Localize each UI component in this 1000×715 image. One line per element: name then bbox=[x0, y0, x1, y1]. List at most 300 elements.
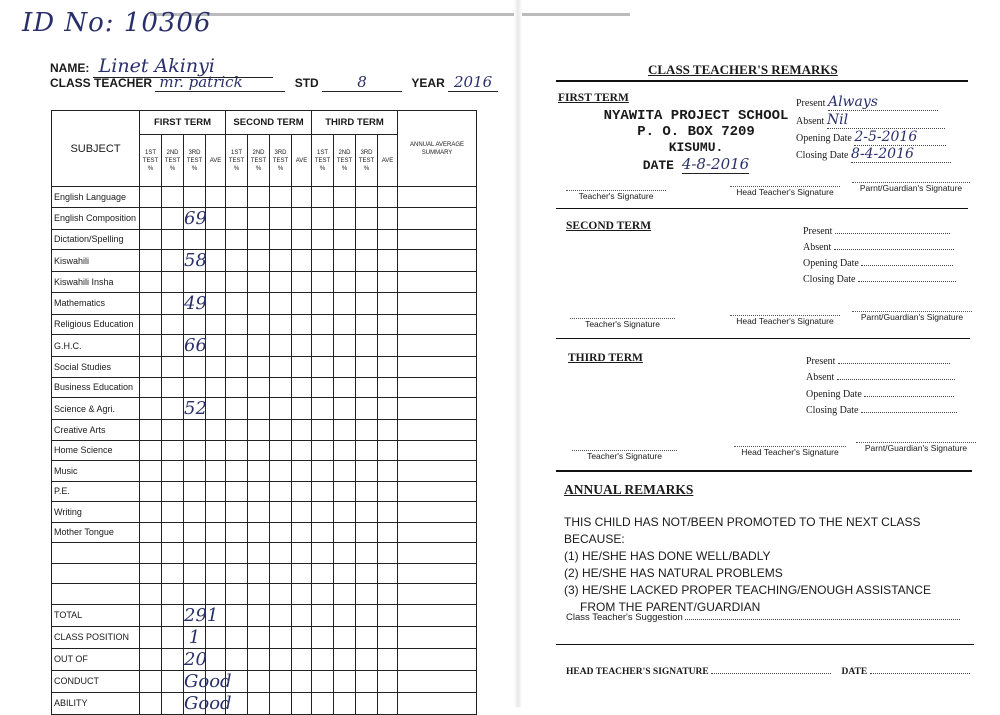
grade-cell bbox=[312, 563, 334, 584]
first-absent-row bbox=[796, 112, 945, 129]
grade-cell bbox=[356, 502, 378, 523]
table-row bbox=[52, 207, 477, 229]
grade-cell bbox=[292, 626, 312, 648]
grade-cell bbox=[140, 420, 162, 441]
grade-cell bbox=[226, 398, 248, 420]
grade-cell bbox=[356, 398, 378, 420]
third-closing-label: Closing Date bbox=[806, 405, 859, 416]
grade-cell bbox=[356, 522, 378, 543]
first-term-3rd-test-mark: 20 bbox=[184, 648, 207, 670]
term-1-col-4-header: AVE bbox=[206, 135, 226, 187]
grade-cell bbox=[312, 357, 334, 378]
grade-cell bbox=[162, 522, 184, 543]
grade-cell bbox=[312, 461, 334, 482]
grade-cell bbox=[140, 187, 162, 208]
first-parent-signature: Parnt/Guardian's Signature bbox=[852, 182, 970, 193]
annual-reason-2: (2) HE/SHE HAS NATURAL PROBLEMS bbox=[564, 566, 783, 580]
grade-cell bbox=[356, 692, 378, 714]
first-term-3rd-test-mark bbox=[184, 357, 206, 378]
std-label: STD bbox=[294, 76, 319, 90]
second-teacher-signature: Teacher's Signature bbox=[570, 318, 675, 329]
term-3-col-1-header: 1ST TEST % bbox=[312, 135, 334, 187]
grade-cell bbox=[378, 604, 398, 626]
grade-cell bbox=[270, 584, 292, 605]
annual-reason-3-cont: FROM THE PARENT/GUARDIAN bbox=[580, 600, 761, 614]
grade-cell bbox=[162, 250, 184, 272]
third-closing-row bbox=[806, 405, 957, 416]
first-term-3rd-test-mark: 1 bbox=[184, 626, 206, 648]
grade-cell bbox=[292, 670, 312, 692]
grade-cell bbox=[270, 502, 292, 523]
grade-cell bbox=[226, 502, 248, 523]
grade-cell bbox=[356, 626, 378, 648]
grade-cell bbox=[378, 398, 398, 420]
grade-cell bbox=[356, 584, 378, 605]
first-term-3rd-test-mark bbox=[184, 272, 206, 293]
grade-cell bbox=[162, 481, 184, 502]
stamp-date-value: 4-8-2016 bbox=[681, 155, 750, 173]
grade-cell bbox=[312, 648, 334, 670]
grade-cell bbox=[398, 272, 477, 293]
grade-cell bbox=[356, 377, 378, 398]
grade-cell bbox=[270, 563, 292, 584]
grade-cell bbox=[162, 461, 184, 482]
grade-cell bbox=[292, 292, 312, 314]
subject-name: G.H.C. bbox=[52, 335, 140, 357]
grade-cell bbox=[356, 670, 378, 692]
grade-cell bbox=[162, 502, 184, 523]
grade-cell bbox=[248, 398, 270, 420]
grade-cell bbox=[292, 398, 312, 420]
third-closing-value bbox=[861, 412, 957, 413]
grade-cell bbox=[206, 335, 226, 357]
grade-cell bbox=[334, 543, 356, 564]
grade-cell bbox=[378, 543, 398, 564]
third-present-row bbox=[806, 356, 950, 367]
first-term-3rd-test-mark: 52 bbox=[184, 398, 207, 419]
grade-cell bbox=[356, 314, 378, 335]
grade-cell bbox=[206, 626, 226, 648]
first-term-3rd-test-mark: Good bbox=[184, 670, 232, 692]
grade-cell bbox=[378, 292, 398, 314]
class-teacher-name: mr. patrick bbox=[155, 73, 285, 92]
grade-cell bbox=[312, 670, 334, 692]
grade-cell bbox=[334, 398, 356, 420]
grade-cell bbox=[356, 481, 378, 502]
first-term-3rd-test-mark: 58 bbox=[184, 250, 207, 271]
table-row bbox=[52, 604, 477, 626]
grade-cell bbox=[398, 481, 477, 502]
subject-name bbox=[52, 584, 140, 605]
head-signature-row bbox=[566, 667, 970, 677]
term-2-col-3-header: 3RD TEST % bbox=[270, 135, 292, 187]
term-1-col-2-header: 2ND TEST % bbox=[162, 135, 184, 187]
grade-cell bbox=[248, 522, 270, 543]
grade-cell bbox=[312, 440, 334, 461]
grade-cell bbox=[226, 626, 248, 648]
grade-cell bbox=[270, 670, 292, 692]
grade-cell bbox=[356, 335, 378, 357]
grade-cell bbox=[270, 692, 292, 714]
grade-cell bbox=[398, 377, 477, 398]
grade-cell bbox=[334, 314, 356, 335]
grade-cell bbox=[206, 440, 226, 461]
grade-cell bbox=[140, 522, 162, 543]
grade-cell bbox=[270, 461, 292, 482]
grade-cell bbox=[378, 187, 398, 208]
first-term-3rd-test-mark bbox=[184, 502, 206, 523]
grade-cell bbox=[162, 604, 184, 626]
grade-cell bbox=[292, 335, 312, 357]
subject-name: ABILITY bbox=[52, 692, 140, 714]
first-term-3rd-test-mark bbox=[184, 187, 206, 208]
grade-cell bbox=[312, 543, 334, 564]
grade-cell bbox=[356, 461, 378, 482]
grade-cell bbox=[378, 420, 398, 441]
grade-cell bbox=[334, 207, 356, 229]
grade-cell bbox=[206, 584, 226, 605]
grade-cell bbox=[140, 692, 162, 714]
subject-name: Religious Education bbox=[52, 314, 140, 335]
grade-cell bbox=[248, 292, 270, 314]
grade-cell bbox=[206, 377, 226, 398]
first-absent-value: Nil bbox=[827, 112, 945, 129]
grade-cell bbox=[270, 357, 292, 378]
grade-cell bbox=[398, 420, 477, 441]
grade-cell bbox=[356, 292, 378, 314]
table-row bbox=[52, 563, 477, 584]
subject-name: Dictation/Spelling bbox=[52, 229, 140, 250]
grade-cell bbox=[206, 250, 226, 272]
grade-cell bbox=[398, 229, 477, 250]
grade-cell bbox=[226, 461, 248, 482]
grade-cell bbox=[398, 502, 477, 523]
grade-cell bbox=[248, 187, 270, 208]
grade-cell bbox=[334, 502, 356, 523]
grade-cell bbox=[226, 229, 248, 250]
second-opening-label: Opening Date bbox=[803, 258, 859, 269]
subject-name: Science & Agri. bbox=[52, 398, 140, 420]
grade-cell bbox=[270, 543, 292, 564]
grade-cell bbox=[270, 398, 292, 420]
grade-cell bbox=[398, 543, 477, 564]
subject-name: Writing bbox=[52, 502, 140, 523]
grade-cell bbox=[292, 584, 312, 605]
grade-cell bbox=[292, 420, 312, 441]
third-absent-row bbox=[806, 372, 955, 383]
table-row bbox=[52, 398, 477, 420]
grade-cell bbox=[226, 314, 248, 335]
grade-cell bbox=[398, 648, 477, 670]
grade-cell bbox=[226, 543, 248, 564]
grade-cell bbox=[226, 335, 248, 357]
annual-average-header: ANNUAL AVERAGE SUMMARY bbox=[398, 111, 477, 187]
grade-cell bbox=[398, 522, 477, 543]
grade-cell bbox=[140, 543, 162, 564]
grade-cell bbox=[140, 563, 162, 584]
grade-cell bbox=[206, 292, 226, 314]
table-row bbox=[52, 335, 477, 357]
subject-name: P.E. bbox=[52, 481, 140, 502]
grade-cell bbox=[356, 604, 378, 626]
grade-cell bbox=[356, 229, 378, 250]
grade-cell bbox=[248, 335, 270, 357]
grade-cell bbox=[206, 398, 226, 420]
table-row bbox=[52, 272, 477, 293]
title-rule bbox=[556, 80, 968, 82]
second-term-rule bbox=[556, 338, 970, 339]
grade-cell bbox=[140, 481, 162, 502]
first-term-3rd-test-mark bbox=[184, 461, 206, 482]
first-term-3rd-test-mark: 66 bbox=[184, 335, 207, 356]
grade-cell bbox=[334, 229, 356, 250]
grade-cell bbox=[248, 481, 270, 502]
first-teacher-signature: Teacher's Signature bbox=[566, 190, 666, 201]
grade-cell bbox=[356, 543, 378, 564]
grade-cell bbox=[334, 481, 356, 502]
third-present-value bbox=[838, 363, 950, 364]
grade-cell bbox=[312, 481, 334, 502]
second-present-label: Present bbox=[803, 226, 833, 237]
second-head-signature: Head Teacher's Signature bbox=[730, 315, 840, 326]
second-closing-value bbox=[858, 281, 956, 282]
stamp-box: P. O. BOX 7209 bbox=[637, 124, 755, 140]
grade-cell bbox=[140, 377, 162, 398]
grade-cell bbox=[162, 357, 184, 378]
grade-cell bbox=[312, 502, 334, 523]
first-present-row bbox=[796, 94, 938, 111]
grade-cell bbox=[292, 357, 312, 378]
grade-cell bbox=[226, 377, 248, 398]
subject-name: CONDUCT bbox=[52, 670, 140, 692]
grade-cell bbox=[206, 229, 226, 250]
table-row bbox=[52, 377, 477, 398]
annual-intro: THIS CHILD HAS NOT/BEEN PROMOTED TO THE NEXT CLASS BECAUSE: bbox=[564, 515, 921, 546]
grade-cell bbox=[270, 250, 292, 272]
grade-cell bbox=[378, 335, 398, 357]
grade-cell bbox=[140, 335, 162, 357]
annual-remarks-body bbox=[564, 514, 976, 616]
grade-cell bbox=[248, 420, 270, 441]
grade-cell bbox=[356, 440, 378, 461]
grade-cell bbox=[206, 502, 226, 523]
grade-cell bbox=[270, 440, 292, 461]
grade-cell bbox=[398, 314, 477, 335]
grade-cell bbox=[292, 229, 312, 250]
grade-cell bbox=[162, 584, 184, 605]
grade-cell bbox=[312, 335, 334, 357]
grade-cell bbox=[226, 481, 248, 502]
grade-cell bbox=[270, 420, 292, 441]
grade-cell bbox=[312, 398, 334, 420]
grade-cell bbox=[226, 272, 248, 293]
grade-cell bbox=[206, 461, 226, 482]
grade-cell bbox=[206, 207, 226, 229]
grade-cell bbox=[334, 522, 356, 543]
grade-cell bbox=[334, 563, 356, 584]
grade-cell bbox=[248, 604, 270, 626]
grade-cell bbox=[206, 272, 226, 293]
grade-cell bbox=[206, 357, 226, 378]
grade-cell bbox=[248, 584, 270, 605]
table-row bbox=[52, 187, 477, 208]
grade-cell bbox=[334, 692, 356, 714]
grade-cell bbox=[226, 207, 248, 229]
subject-name: OUT OF bbox=[52, 648, 140, 670]
grade-cell bbox=[378, 272, 398, 293]
first-term-3rd-test-mark bbox=[184, 229, 206, 250]
subject-header: SUBJECT bbox=[52, 111, 140, 187]
subject-name bbox=[52, 543, 140, 564]
grade-cell bbox=[292, 604, 312, 626]
grade-cell bbox=[292, 250, 312, 272]
first-term-3rd-test-mark bbox=[184, 314, 206, 335]
first-term-3rd-test-mark: 49 bbox=[184, 292, 207, 314]
subject-name: TOTAL bbox=[52, 604, 140, 626]
grade-cell bbox=[248, 229, 270, 250]
grade-cell bbox=[312, 187, 334, 208]
grade-cell bbox=[356, 648, 378, 670]
grade-cell bbox=[162, 335, 184, 357]
grade-cell bbox=[334, 604, 356, 626]
subject-name: Mother Tongue bbox=[52, 522, 140, 543]
std-value: 8 bbox=[322, 73, 402, 92]
grade-cell bbox=[162, 563, 184, 584]
grade-cell bbox=[292, 543, 312, 564]
second-closing-row bbox=[803, 274, 956, 285]
grade-cell bbox=[334, 250, 356, 272]
grade-cell bbox=[312, 584, 334, 605]
term-3-col-3-header: 3RD TEST % bbox=[356, 135, 378, 187]
second-opening-value bbox=[861, 265, 953, 266]
annual-date-value bbox=[870, 673, 970, 674]
head-signature-label: HEAD TEACHER'S SIGNATURE bbox=[566, 667, 709, 677]
grade-cell bbox=[270, 207, 292, 229]
table-row bbox=[52, 522, 477, 543]
grade-cell bbox=[378, 481, 398, 502]
third-parent-signature: Parnt/Guardian's Signature bbox=[856, 442, 976, 453]
grade-cell bbox=[162, 207, 184, 229]
term-2-col-4-header: AVE bbox=[292, 135, 312, 187]
grade-cell bbox=[226, 250, 248, 272]
grade-cell bbox=[378, 626, 398, 648]
grade-cell bbox=[398, 207, 477, 229]
term-3-col-4-header: AVE bbox=[378, 135, 398, 187]
first-closing-row bbox=[796, 146, 951, 163]
table-row bbox=[52, 250, 477, 272]
second-absent-value bbox=[834, 249, 954, 250]
stamp-school-name: NYAWITA PROJECT SCHOOL bbox=[603, 108, 789, 124]
term-3-col-2-header: 2ND TEST % bbox=[334, 135, 356, 187]
grade-cell bbox=[292, 377, 312, 398]
grade-cell bbox=[356, 272, 378, 293]
grade-cell bbox=[226, 584, 248, 605]
first-term-3rd-test-mark bbox=[184, 543, 206, 564]
grade-cell bbox=[292, 314, 312, 335]
grade-cell bbox=[248, 461, 270, 482]
first-term-rule bbox=[556, 208, 968, 209]
grade-cell bbox=[140, 292, 162, 314]
grade-cell bbox=[248, 377, 270, 398]
grade-cell bbox=[378, 670, 398, 692]
grade-cell bbox=[140, 648, 162, 670]
grade-cell bbox=[398, 440, 477, 461]
grade-cell bbox=[334, 272, 356, 293]
grade-cell bbox=[248, 692, 270, 714]
grade-cell bbox=[226, 440, 248, 461]
grade-cell bbox=[334, 461, 356, 482]
table-row bbox=[52, 314, 477, 335]
first-present-label: Present bbox=[796, 98, 826, 109]
table-row bbox=[52, 670, 477, 692]
grade-cell bbox=[398, 626, 477, 648]
grade-cell bbox=[162, 398, 184, 420]
grade-cell bbox=[248, 357, 270, 378]
table-row bbox=[52, 440, 477, 461]
annual-reason-3: (3) HE/SHE LACKED PROPER TEACHING/ENOUGH ASSISTANCE bbox=[564, 583, 931, 597]
grade-cell bbox=[334, 440, 356, 461]
grade-cell bbox=[248, 543, 270, 564]
grade-cell bbox=[398, 692, 477, 714]
grade-cell bbox=[378, 314, 398, 335]
grade-cell bbox=[162, 377, 184, 398]
subject-name: Mathematics bbox=[52, 292, 140, 314]
first-head-signature: Head Teacher's Signature bbox=[730, 186, 840, 197]
subject-name: Business Education bbox=[52, 377, 140, 398]
grade-cell bbox=[140, 314, 162, 335]
grade-cell bbox=[140, 207, 162, 229]
grade-cell bbox=[378, 522, 398, 543]
subject-name: Creative Arts bbox=[52, 420, 140, 441]
second-term-title: SECOND TERM bbox=[566, 220, 652, 232]
grade-cell bbox=[226, 604, 248, 626]
first-term-3rd-test-mark bbox=[184, 481, 206, 502]
suggestion-rule bbox=[556, 644, 974, 645]
grades-table bbox=[51, 110, 477, 715]
grade-cell bbox=[334, 626, 356, 648]
grade-cell bbox=[248, 207, 270, 229]
third-head-signature: Head Teacher's Signature bbox=[734, 446, 846, 457]
second-present-value bbox=[835, 233, 950, 234]
grade-cell bbox=[140, 604, 162, 626]
school-stamp bbox=[596, 108, 796, 174]
grade-cell bbox=[270, 377, 292, 398]
grade-cell bbox=[206, 648, 226, 670]
grade-cell bbox=[140, 626, 162, 648]
grade-cell bbox=[398, 398, 477, 420]
grade-cell bbox=[292, 461, 312, 482]
grade-cell bbox=[206, 314, 226, 335]
grade-cell bbox=[398, 187, 477, 208]
grade-cell bbox=[206, 420, 226, 441]
grade-cell bbox=[356, 420, 378, 441]
grade-cell bbox=[226, 357, 248, 378]
grade-cell bbox=[378, 250, 398, 272]
grade-cell bbox=[162, 229, 184, 250]
grade-cell bbox=[140, 502, 162, 523]
second-opening-row bbox=[803, 258, 953, 269]
grade-cell bbox=[398, 292, 477, 314]
grade-cell bbox=[292, 522, 312, 543]
grade-cell bbox=[398, 584, 477, 605]
table-row bbox=[52, 626, 477, 648]
first-term-3rd-test-mark: 69 bbox=[184, 207, 207, 229]
third-teacher-signature: Teacher's Signature bbox=[572, 450, 677, 461]
first-term-3rd-test-mark bbox=[184, 563, 206, 584]
third-opening-row bbox=[806, 389, 954, 400]
page-fold bbox=[514, 0, 522, 707]
grade-cell bbox=[248, 502, 270, 523]
